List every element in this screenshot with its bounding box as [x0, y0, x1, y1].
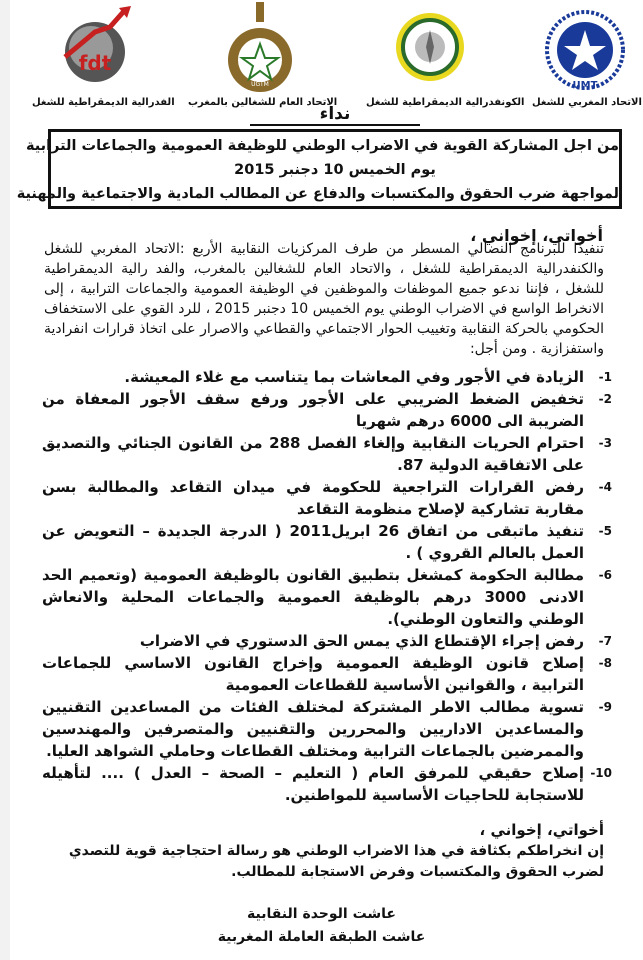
- list-item: [42, 630, 612, 652]
- signoff-line: عاشت الوحدة النقابية: [247, 906, 396, 922]
- item-number: 5-: [598, 524, 612, 538]
- headline-line: لمواجهة ضرب الحقوق والمكتسبات والدفاع عن المطالب المادية والاجتماعية والمهنية: [16, 186, 619, 202]
- svg-text:UGTM: UGTM: [251, 81, 269, 88]
- cdt-label: الكونفدرالية الديمقراطية للشغل: [366, 97, 525, 108]
- item-number: 9-: [598, 700, 612, 714]
- fdt-label: الفدرالية الديمقراطية للشغل: [32, 97, 175, 108]
- item-number: 4-: [598, 480, 612, 494]
- closing-paragraph: إن انخراطكم بكثافة في هذا الاضراب الوطني هو رسالة احتجاجية قوية للتصدي لضرب الحقوق والمكتسبات وفرض الاستجابة للمطالب.: [68, 843, 604, 880]
- item-number: 7-: [598, 634, 612, 648]
- item-number: 3-: [598, 436, 612, 450]
- list-item: [42, 696, 612, 762]
- demands-list: [42, 366, 612, 806]
- item-text: الزيادة في الأجور وفي المعاشات بما يتناسب مع غلاء المعيشة.: [124, 368, 584, 386]
- svg-text:fdt: fdt: [78, 51, 112, 75]
- item-text: إصلاح حقيقي للمرفق العام ( التعليم – الصحة – العدل ) .... لتأهيله للاستجابة للحاجيات الأساسية للمواطنين.: [42, 764, 584, 804]
- page-edge: [0, 0, 10, 960]
- list-item: [42, 520, 612, 564]
- ugtm-logo: [205, 2, 315, 112]
- cdt-logo: [375, 2, 485, 112]
- list-item: [42, 564, 612, 630]
- umt-label: الاتحاد المغربي للشغل: [532, 97, 642, 108]
- item-number: 6-: [598, 568, 612, 582]
- item-number: 8-: [598, 656, 612, 670]
- item-text: تسوية مطالب الاطر المشتركة لمختلف الفئات من المساعدين التقنيين والمساعدين الاداريين والمحررين والتقنيين والمتصرفين والمهندسين والممرضين بالجماعات الترابية ومختلف القطاعات وحاملي الشواهد العليا.: [42, 698, 584, 760]
- item-text: تنفيذ ماتبقى من اتفاق 26 ابريل2011 ( الدرجة الجديدة – التعويض عن العمل بالعالم القروي ) .: [42, 522, 584, 562]
- svg-text:UMT: UMT: [572, 80, 598, 91]
- list-item: [42, 476, 612, 520]
- headline-line: من اجل المشاركة القوية في الاضراب الوطني للوظيفة العمومية والجماعات الترابية: [25, 138, 619, 154]
- item-text: رفض إجراء الإقتطاع الذي يمس الحق الدستوري في الاضراب: [139, 632, 584, 650]
- item-number: 1-: [598, 370, 612, 384]
- item-text: مطالبة الحكومة كمشغل بتطبيق القانون بالوظيفة العمومية (وتعميم الحد الادنى 3000 درهم بالوظيفة العمومية والجماعات المحلية والانعاش الوطني والتعاون الوطني).: [42, 566, 584, 628]
- item-text: احترام الحريات النقابية وإلغاء الفصل 288 من القانون الجنائي والتصديق على الاتفاقية الدولية 87.: [42, 434, 584, 474]
- closing-section: [44, 820, 604, 883]
- ugtm-label: الاتحاد العام للشغالين بالمغرب: [188, 97, 338, 108]
- signoff-line: عاشت الطبقة العاملة المغربية: [217, 929, 426, 945]
- headline-date: يوم الخميس 10 دجنبر 2015: [234, 162, 436, 178]
- umt-logo: [530, 2, 640, 112]
- page-title: نداء: [250, 104, 420, 126]
- list-item: [42, 388, 612, 432]
- item-text: إصلاح قانون الوظيفة العمومية وإخراج القانون الاساسي للجماعات الترابية ، والقوانين الأساسية للقطاعات العمومية: [42, 654, 584, 694]
- greeting: أخواتي، إخواني ،: [470, 226, 603, 245]
- item-number: 2-: [598, 392, 612, 406]
- item-text: تخفيض الضغط الضريبي على الأجور ورفع سقف الأجور المعفاة من الضريبة الى 6000 درهم شهريا: [42, 390, 584, 430]
- list-item: [42, 366, 612, 388]
- closing-greeting: أخواتي، إخواني ،: [479, 821, 604, 839]
- intro-paragraph: تنفيذا للبرنامج النضالي المسطر من طرف المركزيات النقابية الأربع :الاتحاد المغربي للشغل والكنفدرالية الديمقراطية للشغل ، والاتحاد العام للشغالين بالمغرب، والفد رالية الديمقراطية للشغل ، فإننا ندعو جميع الموظفات والموظفين في الوظيفة العمومية والجماعات الترابية ، إلى الانخراط الواسع في الاضراب الوطني يوم الخميس 10 دجنبر 2015 ، للرد القوي على الاستخفاف الحكومي بالحركة النقابية وتغييب الحوار الاجتماعي والقطاعي والاصرار على اتخاذ قرارات انفرادية واستفزازية . ومن أجل:: [44, 241, 604, 357]
- list-item: [42, 762, 612, 806]
- fdt-logo: [40, 2, 150, 112]
- item-number: 10-: [590, 766, 612, 780]
- item-text: رفض القرارات التراجعية للحكومة في ميدان التقاعد والمطالبة بسن مقاربة تشاركية لإصلاح منظومة التقاعد: [42, 478, 584, 518]
- headline-box: [16, 129, 622, 209]
- list-item: [42, 432, 612, 476]
- list-item: [42, 652, 612, 696]
